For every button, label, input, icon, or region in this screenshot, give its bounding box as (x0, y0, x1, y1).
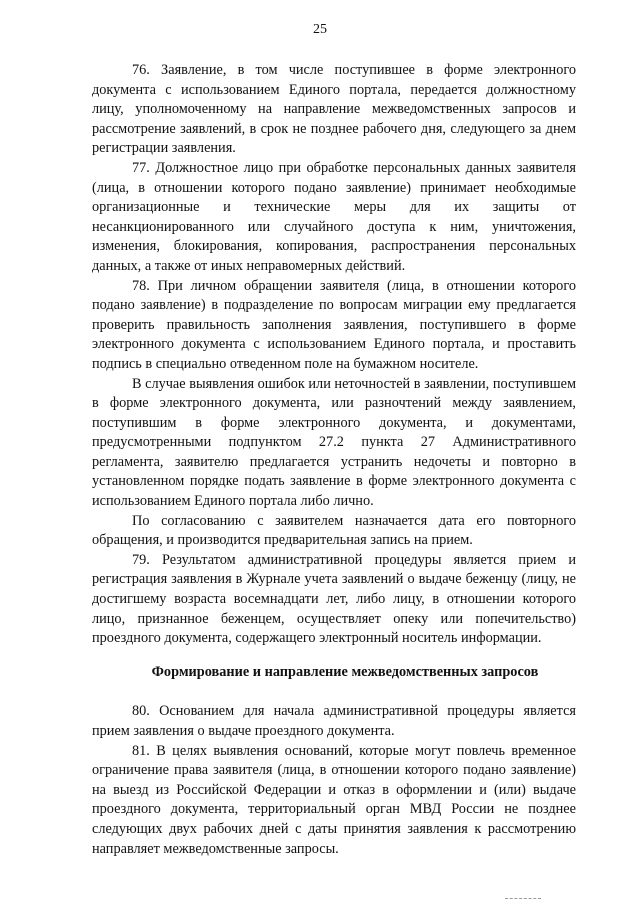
paragraph-78-errors: В случае выявления ошибок или неточностей в заявлении, поступившем в форме электронного документа, или разночтений между заявлением, поступившим в форме электронного документа, и документами, предусмотренными подпунктом 27.2 пункта 27 Административного регламента, заявителю предлагается устранить недочеты и повторно в установленном порядке подать заявление в форме электронного документа с использованием Единого портала либо лично. (92, 375, 576, 510)
paragraph-77: 77. Должностное лицо при обработке персональных данных заявителя (лица, в отношении которого подано заявление) принимает необходимые организационные и технические меры для их защиты от несанкционированного или случайного доступа к ним, уничтожения, изменения, блокирования, копирования, распространения персональных данных, а также от иных неправомерных действий. (92, 159, 576, 274)
document-body (92, 61, 576, 859)
paragraph-78-appointment: По согласованию с заявителем назначается дата его повторного обращения, и производится предварительная запись на прием. (92, 512, 576, 549)
paragraph-81: 81. В целях выявления оснований, которые могут повлечь временное ограничение права заявителя (лица, в отношении которого подано заявление) на выезд из Российской Федерации и отказ в оформлении и (или) выдаче проездного документа, территориальный орган МВД России не позднее следующих двух рабочих дней с даты принятия заявления к рассмотрению направляет межведомственные запросы. (92, 742, 576, 857)
paragraph-80: 80. Основанием для начала административной процедуры является прием заявления о выдаче проездного документа. (92, 703, 576, 739)
section-spacer (92, 649, 576, 663)
section-heading: Формирование и направление межведомственных запросов (151, 663, 539, 680)
scan-mark (505, 898, 541, 901)
paragraph-79: 79. Результатом административной процедуры является прием и регистрация заявления в Журнале учета заявлений о выдаче беженцу (лицу, не достигшему возраста восемнадцати лет, либо лицу, в отношении которого лицо, признанное беженцем, осуществляет опеку или попечительство) проездного документа, содержащего электронный носитель информации. (92, 551, 576, 647)
page-number: 25 (313, 22, 327, 37)
paragraph-76: 76. Заявление, в том числе поступившее в форме электронного документа с использованием Единого портала, передается должностному лицу, уполномоченному на направление межведомственных запросов и рассмотрение заявлений, в срок не позднее рабочего дня, следующего за днем регистрации заявления. (92, 62, 576, 157)
section-spacer (92, 682, 576, 702)
paragraph-78: 78. При личном обращении заявителя (лица, в отношении которого подано заявление) в подразделение по вопросам миграции ему предлагается проверить правильность заполнения заявления, поступившего в форме электронного документа с использованием Единого портала, и проставить подпись в специально отведенном поле на бумажном носителе. (92, 277, 576, 372)
